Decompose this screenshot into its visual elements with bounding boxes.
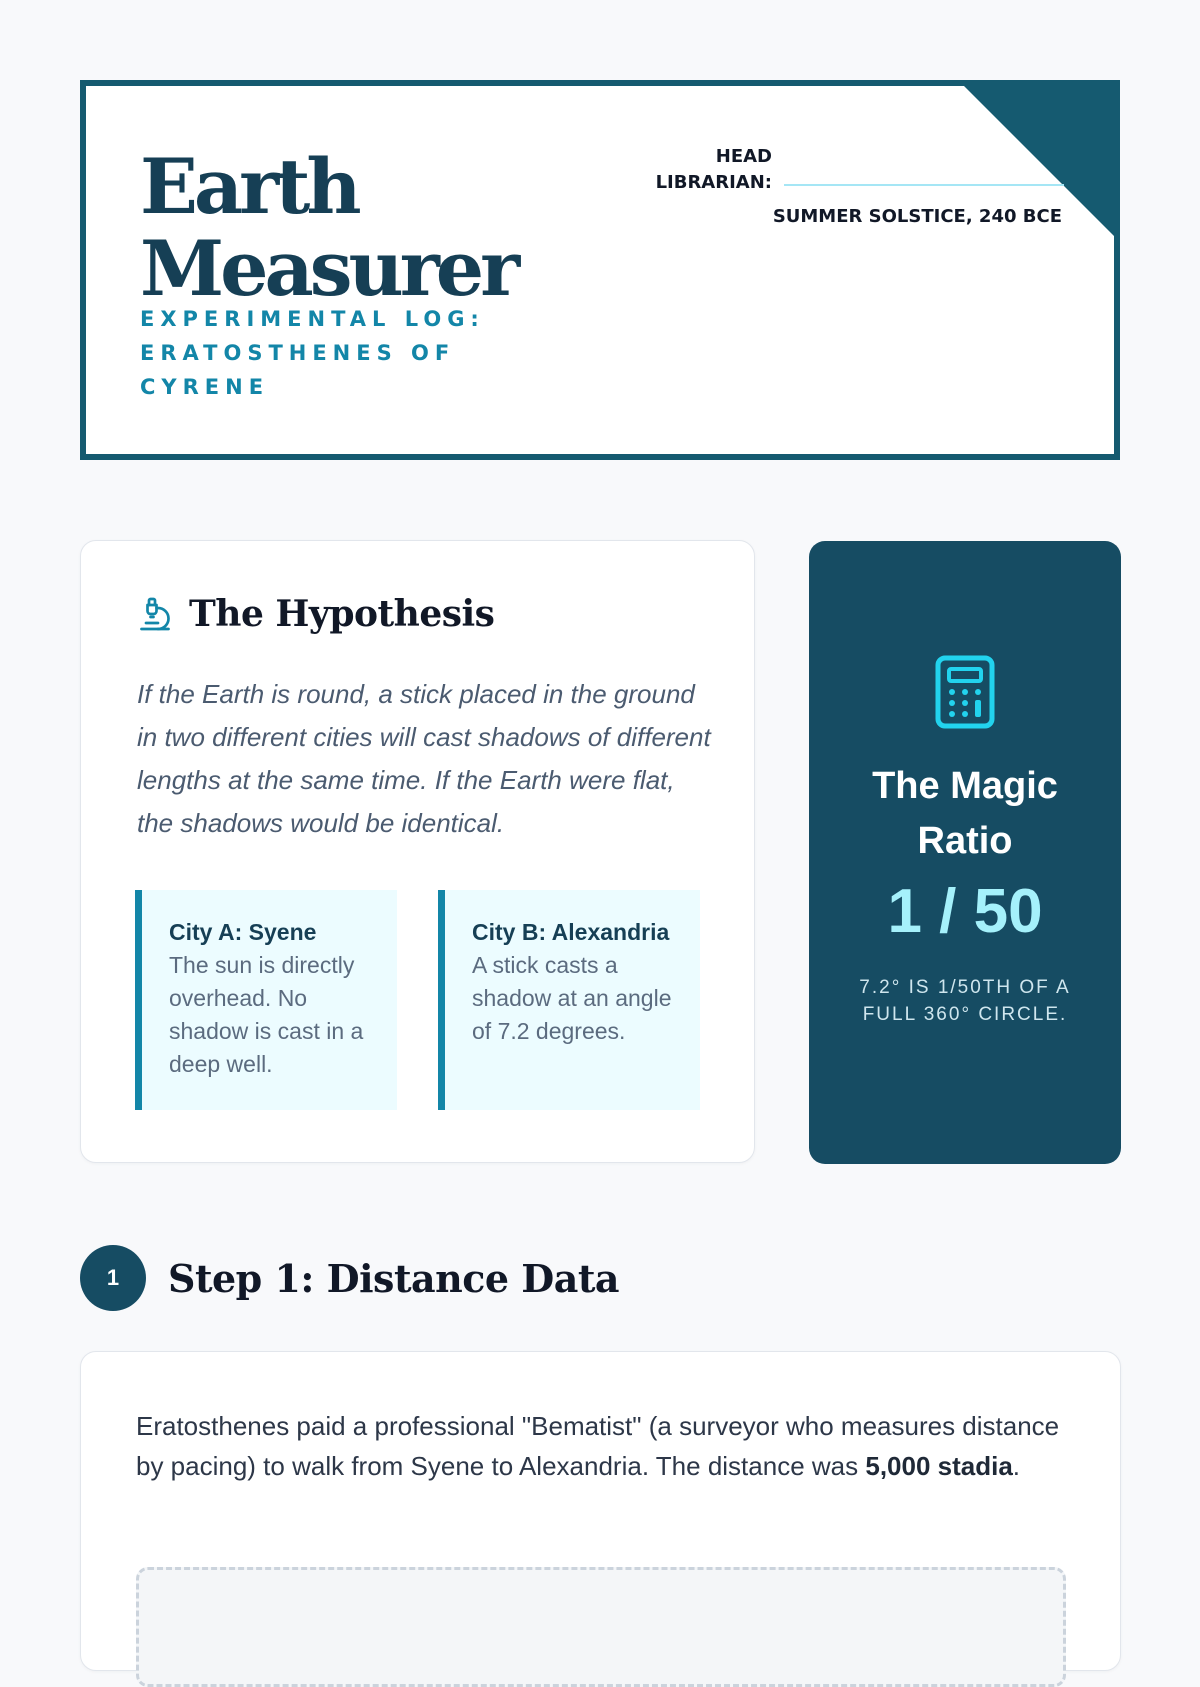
hypothesis-card	[80, 540, 755, 1163]
magic-ratio-title: The Magic Ratio	[872, 765, 1058, 862]
log-date: SUMMER SOLSTICE, 240 BCE	[772, 206, 1062, 227]
calculator-icon	[935, 655, 995, 729]
city-b-box	[438, 890, 700, 1110]
step-1-text-after: .	[1012, 1451, 1021, 1481]
step-1-title: Step 1: Distance Data	[168, 1255, 620, 1301]
city-b-text: A stick casts a shadow at an angle of 7.2 degrees.	[472, 952, 672, 1044]
head-librarian-input-line[interactable]	[784, 184, 1064, 186]
step-1-distance-value: 5,000 stadia	[865, 1451, 1013, 1481]
page-subtitle: EXPERIMENTAL LOG: ERATOSTHENES OF CYRENE	[140, 307, 485, 399]
city-b-title: City B: Alexandria	[472, 919, 670, 945]
microscope-icon	[137, 595, 173, 633]
step-1-text-before: Eratosthenes paid a professional "Bematist" (a surveyor who measures distance by pacing) to walk from Syene to Alexandria. The distance was	[136, 1411, 1060, 1481]
step-1-heading	[80, 1245, 619, 1311]
page-title	[140, 142, 517, 313]
log-header	[80, 80, 1120, 460]
distance-drop-zone[interactable]	[136, 1567, 1066, 1687]
magic-ratio-value: 1 / 50	[887, 877, 1043, 946]
title-line-2: Measurer	[140, 224, 517, 313]
hypothesis-title: The Hypothesis	[189, 593, 495, 635]
head-librarian-field	[646, 144, 1064, 196]
step-1-card	[80, 1351, 1121, 1671]
hypothesis-heading	[137, 593, 494, 635]
hypothesis-text: If the Earth is round, a stick placed in the ground in two different cities will cast shadows of different lengths at the same time. If the Earth were flat, the shadows would be identical.	[137, 679, 711, 838]
city-a-text: The sun is directly overhead. No shadow is cast in a deep well.	[169, 952, 364, 1077]
step-number-badge: 1	[80, 1245, 146, 1311]
city-a-box	[135, 890, 397, 1110]
head-librarian-label: HEAD LIBRARIAN:	[655, 146, 772, 193]
title-line-1: Earth	[140, 142, 358, 231]
magic-ratio-card	[809, 541, 1121, 1164]
magic-ratio-note: 7.2° IS 1/50TH OF A FULL 360° CIRCLE.	[859, 977, 1071, 1025]
step-1-text	[136, 1406, 1066, 1486]
city-a-title: City A: Syene	[169, 919, 317, 945]
